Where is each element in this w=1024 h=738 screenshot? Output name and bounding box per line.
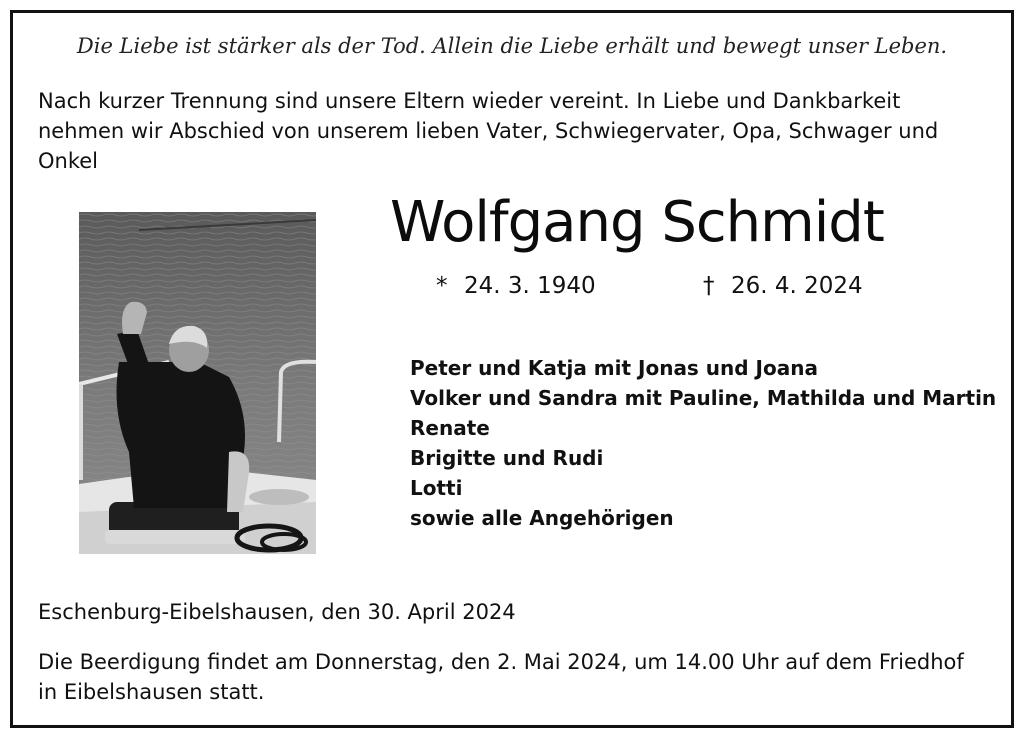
family-member: Lotti	[410, 476, 463, 500]
motto-quote: Die Liebe ist stärker als der Tod. Allein die Liebe erhält und bewegt unser Leben.	[76, 34, 948, 58]
family-member: Volker und Sandra mit Pauline, Mathilda und Martin	[410, 386, 997, 410]
family-member: Renate	[410, 416, 490, 440]
family-member: sowie alle Angehörigen	[410, 506, 674, 530]
family-list	[410, 353, 996, 533]
death-cross-icon: †	[703, 273, 715, 299]
funeral-notice: Die Beerdigung findet am Donnerstag, den 2. Mai 2024, um 14.00 Uhr auf dem Friedhof in Eibelshausen statt.	[38, 650, 964, 704]
deceased-name: Wolfgang Schmidt	[390, 190, 884, 255]
birth-star-icon: *	[436, 273, 448, 299]
birth-date: 24. 3. 1940	[464, 273, 596, 299]
death-date: 26. 4. 2024	[731, 273, 863, 299]
portrait-photo-icon	[79, 212, 316, 554]
death-date-line	[703, 273, 863, 299]
family-member: Brigitte und Rudi	[410, 446, 604, 470]
place-and-date: Eschenburg-Eibelshausen, den 30. April 2024	[38, 600, 516, 624]
family-member: Peter und Katja mit Jonas und Joana	[410, 356, 818, 380]
birth-date-line	[436, 273, 596, 299]
portrait-photo	[79, 212, 316, 554]
intro-text: Nach kurzer Trennung sind unsere Eltern wieder vereint. In Liebe und Dankbarkeit nehmen wir Abschied von unserem lieben Vater, Schwiegervater, Opa, Schwager und Onkel	[38, 89, 939, 173]
